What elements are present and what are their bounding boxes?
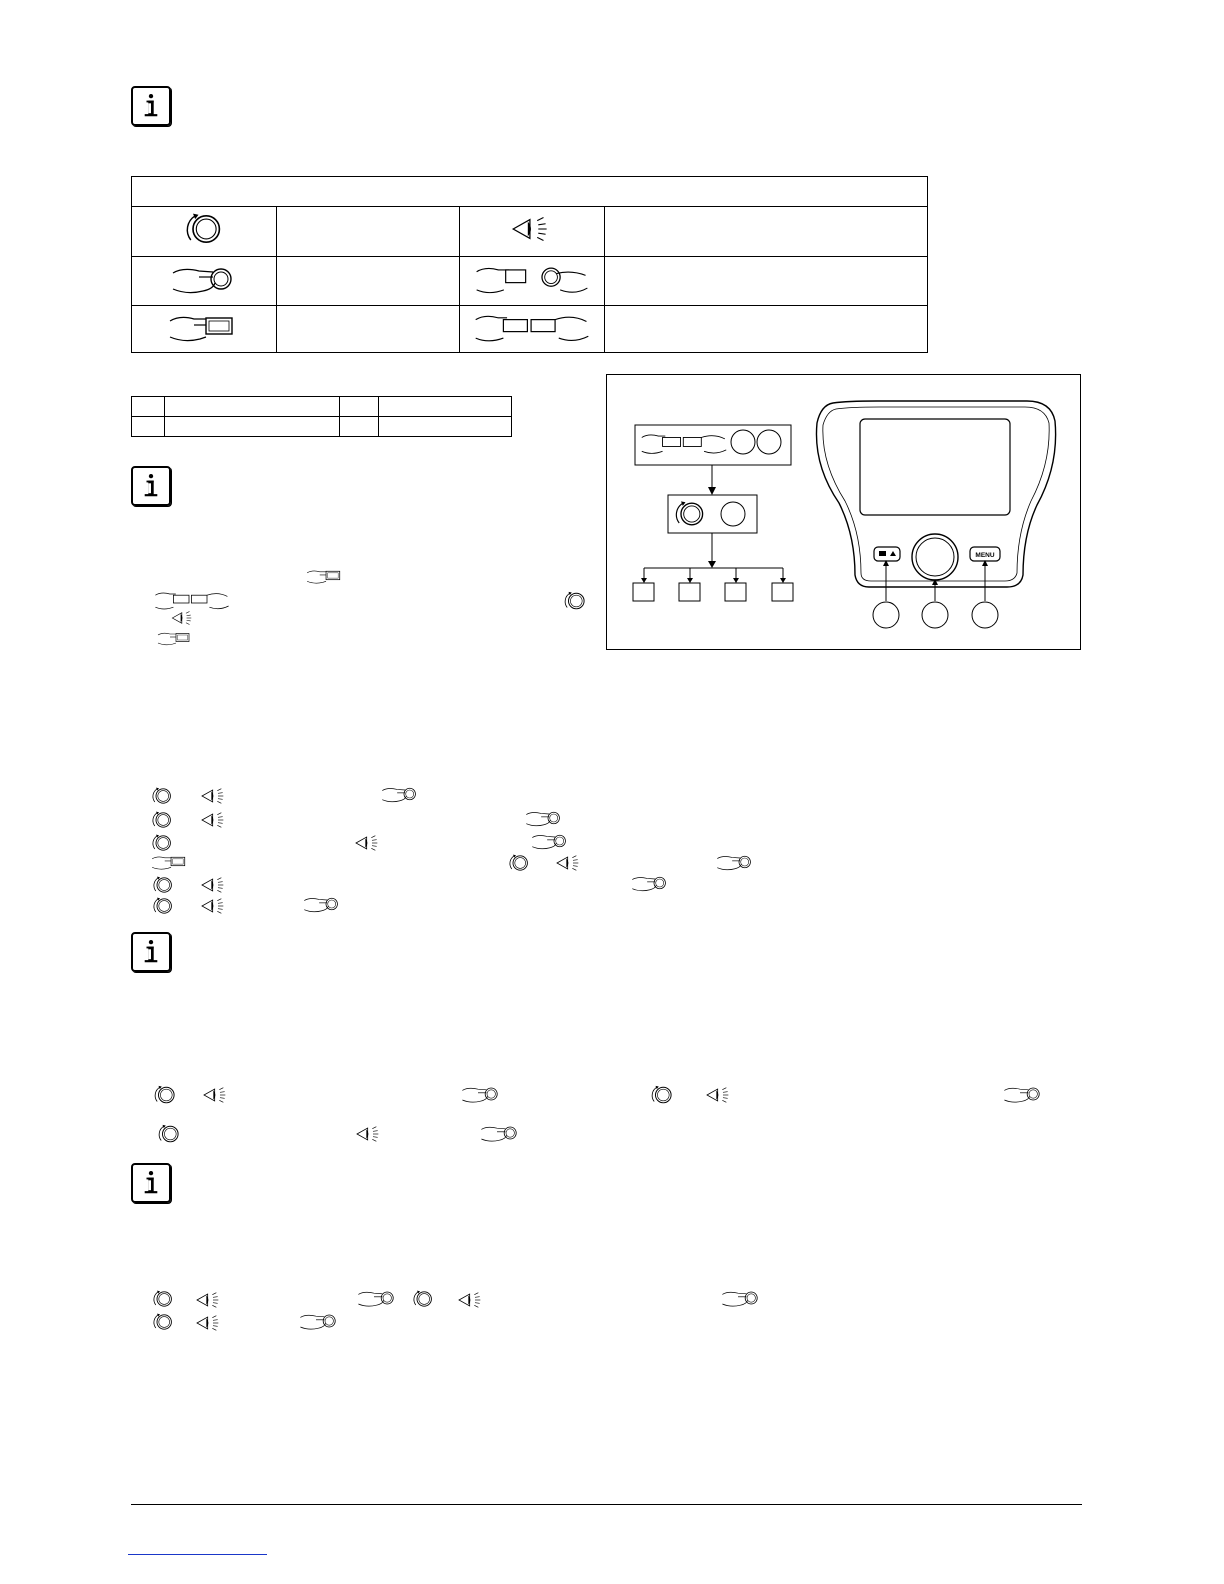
eye-select-icon: [193, 1290, 225, 1310]
footer-rule: [131, 1504, 1082, 1505]
eye-select-icon: [353, 833, 383, 853]
push-knob-icon: [380, 782, 420, 806]
push-two-buttons-icon: [642, 435, 726, 453]
rotate-knob-icon: [155, 1121, 183, 1147]
push-knob-icon: [720, 1285, 762, 1311]
legend-cell: [132, 257, 277, 306]
legend-cell: [277, 306, 460, 353]
rotate-knob-icon: [560, 588, 590, 614]
legend-header-cell: [132, 177, 928, 207]
push-button-icon: [150, 852, 190, 872]
push-knob-icon: [356, 1285, 398, 1311]
legend-cell: [605, 306, 928, 353]
eye-select-icon: [554, 853, 584, 873]
eye-select-icon: [353, 1124, 385, 1144]
push-knob-icon: [530, 829, 570, 853]
control-panel-diagram: [607, 375, 1082, 651]
legend-cell: [605, 257, 928, 306]
legend-cell: [277, 257, 460, 306]
rotate-knob-icon: [648, 1082, 676, 1108]
eye-select-icon: [199, 786, 229, 806]
eye-select-icon: [170, 609, 196, 627]
rotate-knob-icon: [149, 784, 175, 808]
rotate-knob-icon: [408, 1287, 438, 1311]
control-panel-figure: [606, 374, 1081, 650]
push-button-icon: [305, 566, 345, 586]
push-knob-icon: [302, 892, 342, 916]
push-knob-icon: [630, 871, 670, 895]
key-cell: [132, 397, 165, 417]
eye-select-icon: [199, 810, 229, 830]
push-knob-icon: [460, 1081, 502, 1107]
eye-select-icon: [200, 1085, 232, 1105]
eye-select-icon: [509, 213, 555, 245]
rotate-knob-icon: [676, 501, 702, 524]
legend-cell: [460, 257, 605, 306]
rotate-knob-icon: [149, 808, 175, 832]
key-cell: [379, 397, 512, 417]
footer-link[interactable]: [128, 1554, 267, 1555]
push-two-buttons-icon: [472, 308, 592, 346]
rotate-knob-icon: [182, 207, 226, 251]
legend-cell: [605, 207, 928, 257]
key-cell: [340, 417, 379, 437]
key-cell: [340, 397, 379, 417]
push-knob-icon: [298, 1308, 340, 1334]
push-button-icon: [166, 308, 242, 346]
push-knob-icon: [479, 1120, 521, 1146]
eye-select-icon: [703, 1085, 735, 1105]
symbol-legend-table: [131, 176, 928, 353]
legend-cell: [132, 306, 277, 353]
rotate-knob-icon: [149, 1310, 177, 1334]
push-knob-icon: [169, 258, 239, 300]
key-cell: [132, 417, 165, 437]
legend-cell: [460, 207, 605, 257]
eye-select-icon: [199, 875, 229, 895]
key-table: [131, 396, 512, 437]
rotate-knob-icon: [149, 894, 177, 918]
legend-cell: [132, 207, 277, 257]
rotate-knob-icon: [506, 851, 532, 875]
rotate-knob-icon: [151, 1082, 179, 1108]
info-icon: [131, 466, 171, 506]
push-knob-icon: [1002, 1081, 1044, 1107]
push-button-icon: [156, 628, 194, 648]
legend-cell: [460, 306, 605, 353]
key-cell: [165, 397, 340, 417]
key-cell: [165, 417, 340, 437]
push-knob-icon: [715, 850, 755, 874]
info-icon: [131, 932, 171, 972]
push-knob-icon: [524, 806, 564, 830]
eye-select-icon: [455, 1290, 487, 1310]
svg-text:MENU: MENU: [975, 552, 995, 559]
info-icon: [131, 1163, 171, 1203]
legend-cell: [277, 207, 460, 257]
push-button-and-knob-icon: [473, 258, 591, 300]
key-cell: [379, 417, 512, 437]
eye-select-icon: [193, 1313, 225, 1333]
rotate-knob-icon: [149, 1287, 177, 1311]
eye-select-icon: [199, 896, 229, 916]
info-icon: [131, 86, 171, 126]
